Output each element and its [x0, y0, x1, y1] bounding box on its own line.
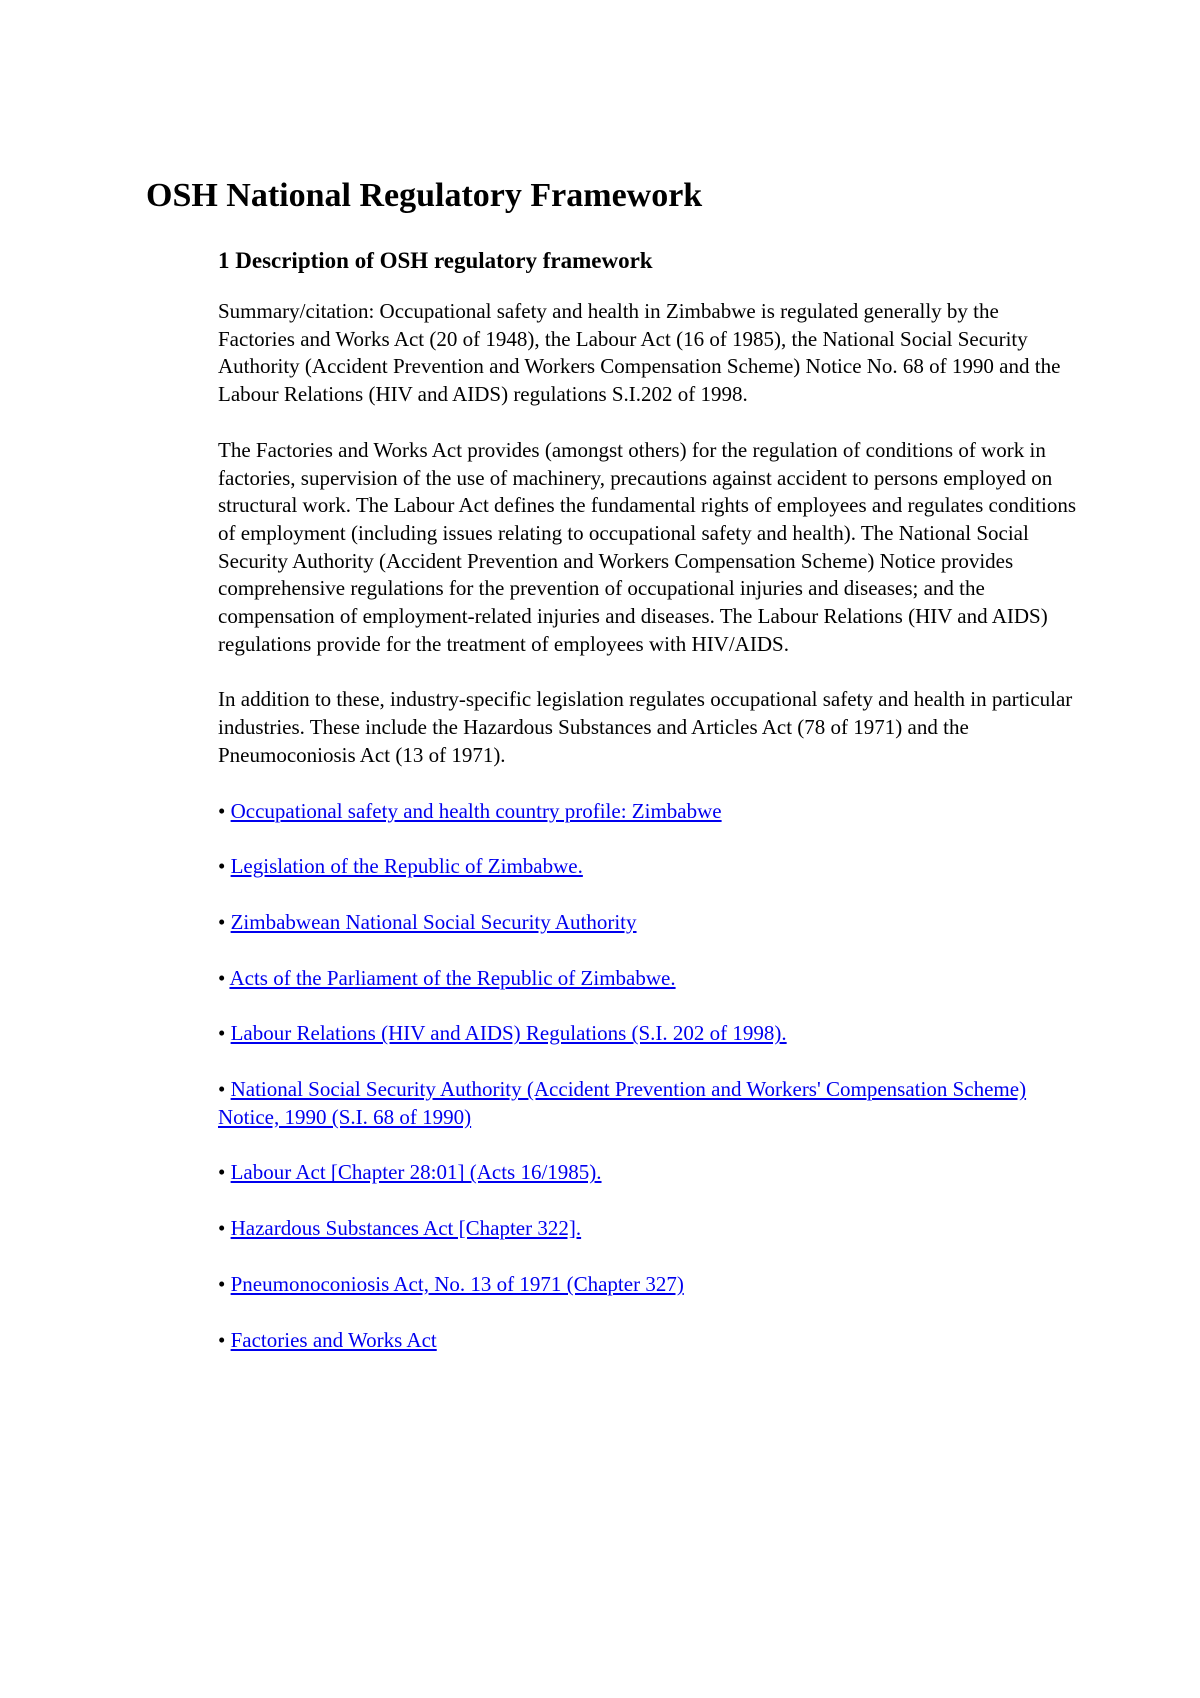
document-content: [218, 244, 1078, 1382]
page-title: OSH National Regulatory Framework: [146, 177, 703, 214]
link-labour-act[interactable]: Labour Act [Chapter 28:01] (Acts 16/1985).: [230, 1160, 602, 1185]
summary-paragraph: Summary/citation: Occupational safety and health in Zimbabwe is regulated generally by the Factories and Works Act (20 of 1948), the Labour Act (16 of 1985), the National Social Security Authority (Accident Prevention and Workers Compensation Scheme) Notice No. 68 of 1990 and the Labour Relations (HIV and AIDS) regulations S.I.202 of 1998.: [218, 299, 1061, 407]
bullet: •: [218, 1216, 226, 1241]
list-item: [218, 909, 1078, 937]
list-item: [218, 853, 1078, 881]
link-nssa[interactable]: Zimbabwean National Social Security Authority: [230, 909, 637, 934]
section-title: 1 Description of OSH regulatory framework: [218, 248, 653, 273]
bullet: •: [218, 798, 226, 823]
list-item: [218, 1271, 1078, 1299]
link-osh-country-profile[interactable]: Occupational safety and health country profile: Zimbabwe: [230, 798, 722, 823]
bullet: •: [218, 965, 226, 990]
link-nssa-notice-1990[interactable]: National Social Security Authority (Accident Prevention and Workers' Compensation Scheme) Notice, 1990 (S.I. 68 of 1990): [218, 1077, 1027, 1129]
list-item: [218, 1076, 1078, 1131]
bullet: •: [218, 909, 226, 934]
link-labour-relations-hiv[interactable]: Labour Relations (HIV and AIDS) Regulations (S.I. 202 of 1998).: [230, 1021, 787, 1046]
list-item: [218, 1020, 1078, 1048]
bullet: •: [218, 1077, 226, 1102]
list-item: [218, 1327, 1078, 1355]
list-item: [218, 1215, 1078, 1243]
link-acts-parliament[interactable]: Acts of the Parliament of the Republic of Zimbabwe.: [229, 965, 676, 990]
link-hazardous-substances-act[interactable]: Hazardous Substances Act [Chapter 322].: [230, 1216, 582, 1241]
reference-links-list: [218, 798, 1078, 1355]
list-item: [218, 1159, 1078, 1187]
link-legislation-zimbabwe[interactable]: Legislation of the Republic of Zimbabwe.: [230, 854, 583, 879]
list-item: [218, 965, 1078, 993]
link-pneumoconiosis-act[interactable]: Pneumonoconiosis Act, No. 13 of 1971 (Chapter 327): [230, 1271, 684, 1296]
link-factories-works-act[interactable]: Factories and Works Act: [230, 1327, 437, 1352]
list-item: [218, 798, 1078, 826]
bullet: •: [218, 1021, 226, 1046]
bullet: •: [218, 1327, 226, 1352]
bullet: •: [218, 1271, 226, 1296]
bullet: •: [218, 1160, 226, 1185]
industry-paragraph: In addition to these, industry-specific legislation regulates occupational safety and health in particular industries. These include the Hazardous Substances and Articles Act (78 of 1971) and the Pneumoconiosis Act (13 of 1971).: [218, 687, 1073, 767]
description-paragraph: The Factories and Works Act provides (amongst others) for the regulation of conditions of work in factories, supervision of the use of machinery, precautions against accident to persons employed on structural work. The Labour Act defines the fundamental rights of employees and regulates conditions of employment (including issues relating to occupational safety and health). The National Social Security Authority (Accident Prevention and Workers Compensation Scheme) Notice provides comprehensive regulations for the prevention of occupational injuries and diseases; and the compensation of employment-related injuries and diseases. The Labour Relations (HIV and AIDS) regulations provide for the treatment of employees with HIV/AIDS.: [218, 437, 1077, 656]
bullet: •: [218, 854, 226, 879]
